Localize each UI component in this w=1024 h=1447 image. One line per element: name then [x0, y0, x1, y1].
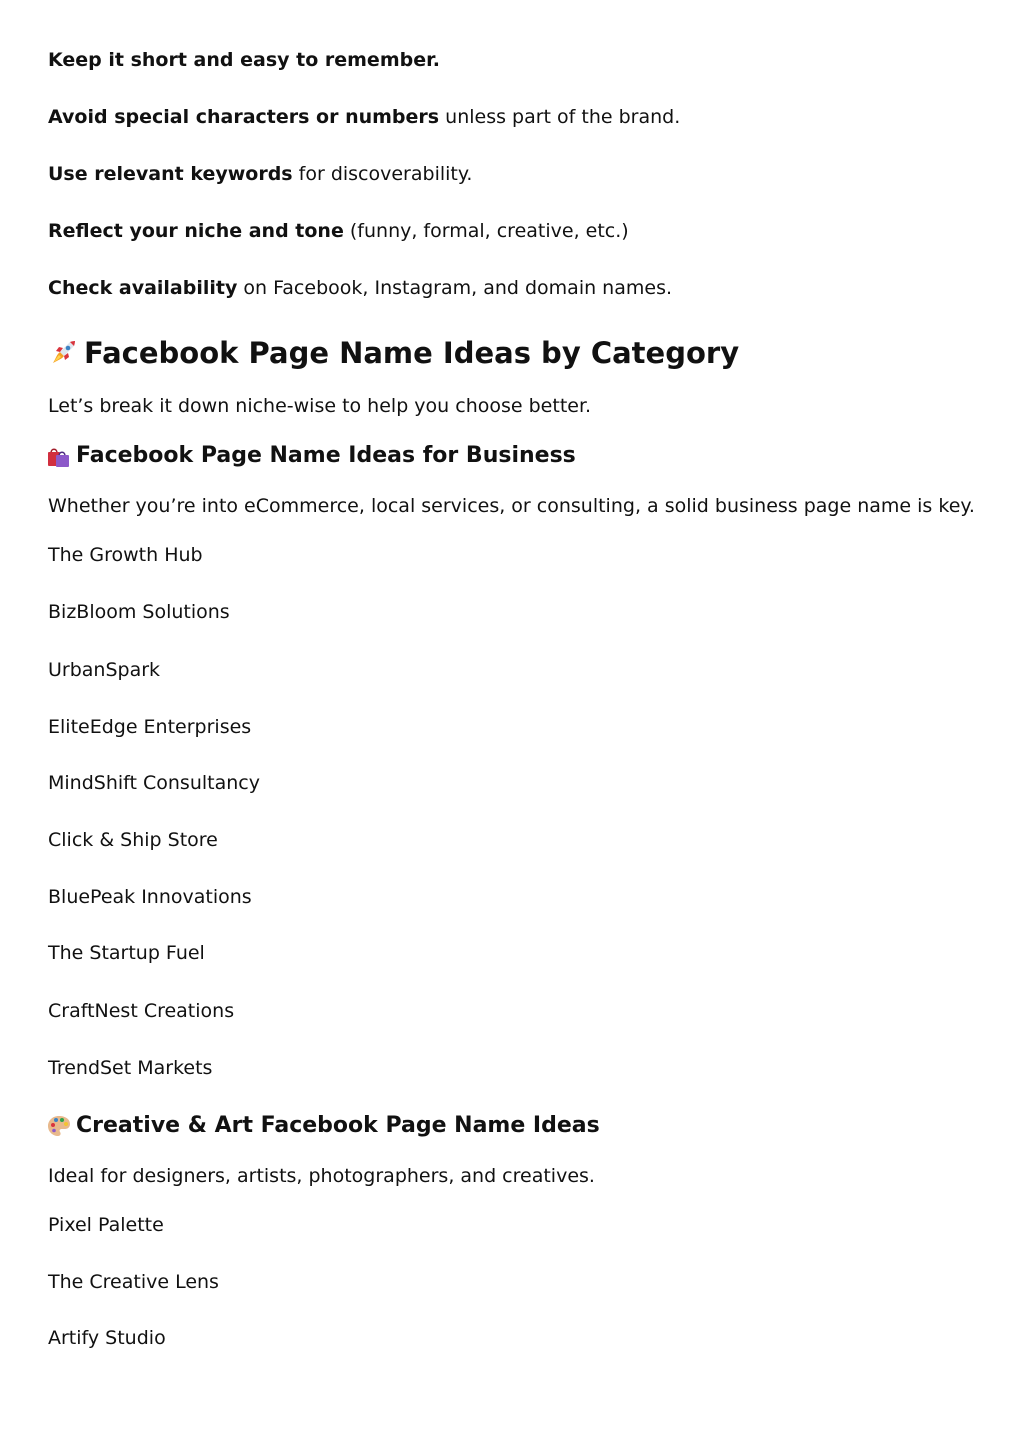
list-item: TrendSet Markets: [48, 1057, 213, 1079]
creative-heading: [48, 1112, 600, 1140]
business-intro: Whether you’re into eCommerce, local services, or consulting, a solid business page name is key.: [48, 495, 975, 517]
tip-item: [48, 105, 680, 129]
tip-bold: Keep it short and easy to remember.: [48, 49, 440, 71]
list-item: BizBloom Solutions: [48, 601, 230, 623]
tip-item: [48, 276, 672, 300]
list-item: Pixel Palette: [48, 1214, 164, 1236]
list-item: The Creative Lens: [48, 1271, 219, 1293]
list-item: BluePeak Innovations: [48, 886, 252, 908]
tip-bold: Use relevant keywords: [48, 163, 293, 185]
tip-rest: (funny, formal, creative, etc.): [343, 220, 629, 242]
shopping-bags-icon: [48, 445, 70, 467]
list-item: MindShift Consultancy: [48, 772, 260, 794]
list-item: Click & Ship Store: [48, 829, 218, 851]
tip-bold: Reflect your niche and tone: [48, 220, 344, 242]
tip-rest: for discoverability.: [292, 163, 473, 185]
list-item: EliteEdge Enterprises: [48, 716, 252, 738]
list-item: CraftNest Creations: [48, 1000, 235, 1022]
rocket-icon: [48, 338, 78, 368]
creative-intro: Ideal for designers, artists, photographers, and creatives.: [48, 1165, 595, 1187]
category-title: Facebook Page Name Ideas by Category: [84, 336, 740, 370]
list-item: The Startup Fuel: [48, 942, 205, 964]
tip-rest: unless part of the brand.: [439, 106, 681, 128]
list-item: Artify Studio: [48, 1327, 166, 1349]
category-heading: [48, 335, 739, 371]
tip-bold: Avoid special characters or numbers: [48, 106, 440, 128]
artist-palette-icon: [48, 1115, 70, 1137]
tip-item: [48, 162, 472, 186]
creative-title: Creative & Art Facebook Page Name Ideas: [76, 1113, 600, 1138]
tip-rest: on Facebook, Instagram, and domain names.: [237, 277, 673, 299]
list-item: The Growth Hub: [48, 544, 203, 566]
tip-bold: Check availability: [48, 277, 238, 299]
tip-item: [48, 48, 440, 72]
tip-item: [48, 219, 629, 243]
list-item: UrbanSpark: [48, 659, 161, 681]
business-heading: [48, 442, 576, 470]
business-title: Facebook Page Name Ideas for Business: [76, 443, 576, 468]
category-intro: Let’s break it down niche-wise to help you choose better.: [48, 395, 592, 417]
